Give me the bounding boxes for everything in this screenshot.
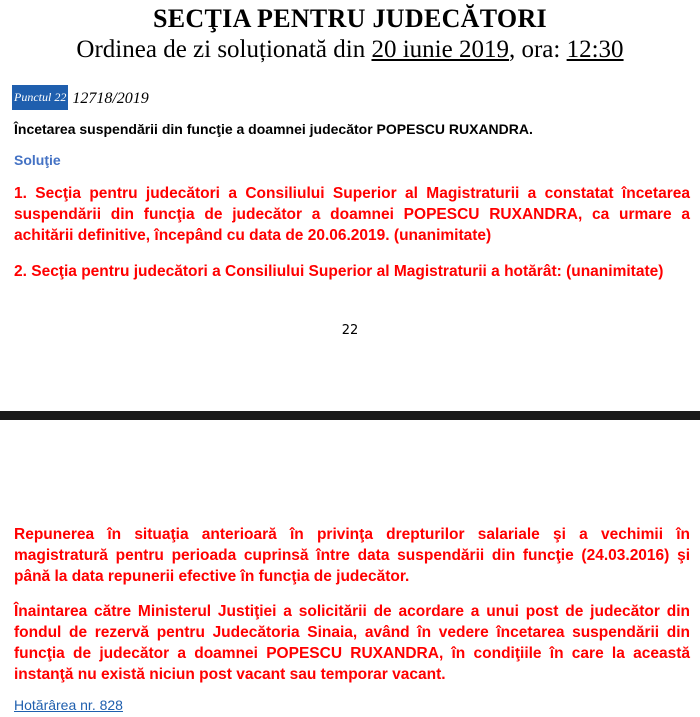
- solution-point-post-request-text-end: , în condiţiile în care la această instanţă nu există niciun post vacant sau temporar vacant.: [14, 645, 690, 683]
- page-separator: [0, 411, 700, 420]
- solution-point-1-text-end: , ca urmare a achitării definitive, începând cu data de 20.06.2019. (unanimitate): [14, 206, 690, 244]
- page-number: 22: [341, 323, 359, 338]
- solution-point-1-text: 1. Secţia pentru judecători a Consiliului Superior al Magistraturii a constatat încetarea suspendării din funcţia de judecător a doamnei: [14, 185, 690, 223]
- punct-label: Punctul 22: [12, 85, 68, 110]
- solution-point-2: 2. Secţia pentru judecători a Consiliului Superior al Magistraturii a hotărât: (unanimitate): [14, 263, 664, 280]
- agenda-item-header: [12, 85, 149, 110]
- time-prefix: , ora:: [508, 36, 567, 63]
- solution-point-post-request-text: Înaintarea către Ministerul Justiţiei a solicitării de acordare a unui post de judecător din fondul de rezervă pentru Judecătoria Sinaia, având în vedere încetarea suspendării din funcţia de judecător a doamnei: [14, 603, 690, 662]
- meeting-time: 12:30: [566, 36, 624, 63]
- judge-name: POPESCU RUXANDRA: [403, 206, 578, 223]
- solution-point-post-request: [14, 601, 690, 685]
- decision-link[interactable]: Hotărârea nr. 828: [14, 697, 123, 713]
- section-title: SECŢIA PENTRU JUDECĂTORI: [153, 4, 547, 33]
- meeting-date: 20 iunie 2019: [371, 36, 509, 63]
- solutie-label: Soluţie: [14, 152, 61, 168]
- judge-name: POPESCU RUXANDRA: [266, 645, 439, 662]
- case-number: 12718/2019: [72, 90, 149, 107]
- subtitle-prefix: Ordinea de zi soluționată din: [76, 36, 372, 63]
- solution-point-reinstatement: Repunerea în situaţia anterioară în privinţa drepturilor salariale şi a vechimii în magistratură pentru perioada cuprinsă între data suspendării din funcţie (24.03.2016) şi până la data repunerii efective în funcţia de judecător.: [14, 526, 690, 585]
- solution-point-1: [14, 183, 690, 246]
- agenda-subtitle: [0, 35, 700, 65]
- agenda-item-title: Încetarea suspendării din funcţie a doamnei judecător POPESCU RUXANDRA.: [14, 121, 533, 137]
